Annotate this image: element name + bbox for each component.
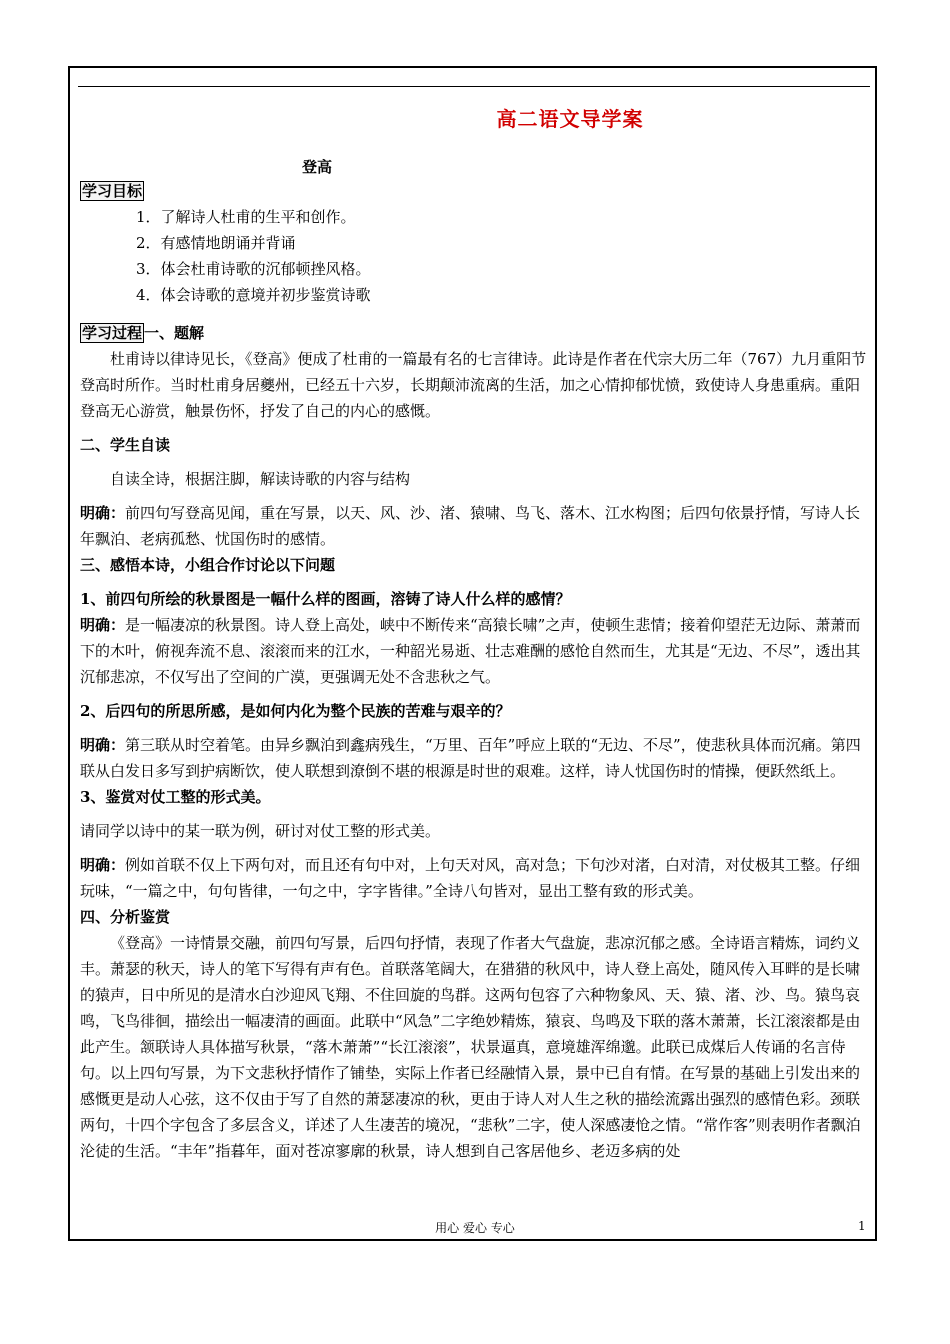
answer-text: 是一幅凄凉的秋景图。诗人登上高处，峡中不断传来“高猿长啸”之声，使顿生悲情；接着仰望茫无边际、萧萧而下的木叶，俯视奔流不息、滚滚而来的江水，一种韶光易逝、壮志难酬的感怆自然而生，尤其是“无边、不尽”，透出其沉郁悲凉，不仅写出了空间的广漠，更强调无处不含悲秋之气。 bbox=[80, 616, 861, 686]
section-2-answer bbox=[80, 500, 868, 552]
section-1-title: 一、题解 bbox=[144, 324, 205, 342]
section-4-title: 四、分析鉴赏 bbox=[80, 908, 171, 926]
question-1-answer bbox=[80, 612, 868, 690]
question-1: 1、前四句所绘的秋景图是一幅什么样的图画，溶铸了诗人什么样的感情？ bbox=[80, 590, 571, 608]
answer-text: 前四句写登高见闻，重在写景，以天、风、沙、渚、猿啸、鸟飞、落木、江水构图；后四句依景抒情，写诗人长年飘泊、老病孤愁、忧国伤时的感情。 bbox=[80, 504, 861, 548]
question-3: 3、鉴赏对仗工整的形式美。 bbox=[80, 788, 271, 806]
page-number: 1 bbox=[858, 1219, 866, 1233]
goal-item: 3．体会杜甫诗歌的沉郁顿挫风格。 bbox=[136, 260, 371, 278]
answer-text: 例如首联不仅上下两句对，而且还有句中对，上句天对风，高对急；下句沙对渚，白对清，对仗极其工整。仔细玩味，“一篇之中，句句皆律，一句之中，字字皆律。”全诗八句皆对，显出工整有致的形式美。 bbox=[80, 856, 861, 900]
answer-lead: 明确： bbox=[80, 856, 126, 874]
document-body bbox=[80, 178, 868, 1164]
answer-text: 第三联从时空着笔。由异乡飘泊到鑫病残生，“万里、百年”呼应上联的“无边、不尽”，使悲秋具体而沉痛。第四联从白发日多写到护病断饮，使人联想到潦倒不堪的根源是时世的艰难。这样，诗人忧国伤时的情操，便跃然纸上。 bbox=[80, 736, 861, 780]
question-2: 2、后四句的所思所感，是如何内化为整个民族的苦难与艰辛的？ bbox=[80, 702, 511, 720]
goals-label: 学习目标 bbox=[82, 182, 143, 200]
answer-lead: 明确： bbox=[80, 616, 126, 634]
footer-motto: 用心 爱心 专心 bbox=[435, 1221, 515, 1235]
question-3-answer bbox=[80, 852, 868, 904]
process-label: 学习过程 bbox=[82, 324, 143, 342]
document-title: 高二语文导学案 bbox=[496, 107, 644, 131]
section-2-title: 二、学生自读 bbox=[80, 436, 171, 454]
section-3-title: 三、感悟本诗，小组合作讨论以下问题 bbox=[80, 556, 336, 574]
header-rule bbox=[78, 86, 870, 87]
poem-title: 登高 bbox=[302, 158, 333, 176]
goal-item: 4．体会诗歌的意境并初步鉴赏诗歌 bbox=[136, 286, 371, 304]
goal-item: 2．有感情地朗诵并背诵 bbox=[136, 234, 296, 252]
goal-item: 1．了解诗人杜甫的生平和创作。 bbox=[136, 208, 356, 226]
goals-heading bbox=[80, 178, 868, 204]
question-3-text: 请同学以诗中的某一联为例，研讨对仗工整的形式美。 bbox=[80, 822, 441, 840]
process-heading bbox=[80, 320, 868, 346]
section-4-text: 《登高》一诗情景交融，前四句写景，后四句抒情，表现了作者大气盘旋，悲凉沉郁之感。全诗语言精炼，词约义丰。萧瑟的秋天，诗人的笔下写得有声有色。首联落笔阔大，在猎猎的秋风中，诗人登上高处，随风传入耳畔的是长啸的猿声，日中所见的是清水白沙迎风飞翔、不住回旋的鸟群。这两句包容了六种物象风、天、猿、渚、沙、鸟。猿鸟哀鸣，飞鸟徘徊，描绘出一幅凄清的画面。此联中“风急”二字绝妙精炼，猿哀、鸟鸣及下联的落木萧萧，长江滚滚都是由此产生。颔联诗人具体描写秋景，“落木萧萧”“长江滚滚”，状景逼真，意境雄浑绵邈。此联已成煤后人传诵的名言侍句。以上四句写景，为下文悲秋抒情作了铺垫，实际上作者已经融情入景，景中已自有情。在写景的基础上引发出来的感慨更是动人心弦，这不仅由于写了自然的萧瑟凄凉的秋，更由于诗人对人生之秋的描绘流露出强烈的感情色彩。颈联两句，十四个字包含了多层含义，详述了人生凄苦的境况，“悲秋”二字，使人深感凄怆之情。“常作客”则表明作者飘泊沦徒的生活。“丰年”指暮年，面对苍凉寥廓的秋景，诗人想到自己客居他乡、老迈多病的处 bbox=[80, 934, 861, 1160]
section-1-text: 杜甫诗以律诗见长，《登高》便成了杜甫的一篇最有名的七言律诗。此诗是作者在代宗大历二年（767）九月重阳节登高时所作。当时杜甫身居夔州，已经五十六岁，长期颠沛流离的生活，加之心情抑郁忧愤，致使诗人身患重病。重阳登高无心游赏，触景伤怀，抒发了自己的内心的感慨。 bbox=[80, 350, 867, 420]
question-2-answer bbox=[80, 732, 868, 784]
answer-lead: 明确： bbox=[80, 736, 126, 754]
section-2-text: 自读全诗，根据注脚，解读诗歌的内容与结构 bbox=[110, 470, 411, 488]
answer-lead: 明确： bbox=[80, 504, 126, 522]
